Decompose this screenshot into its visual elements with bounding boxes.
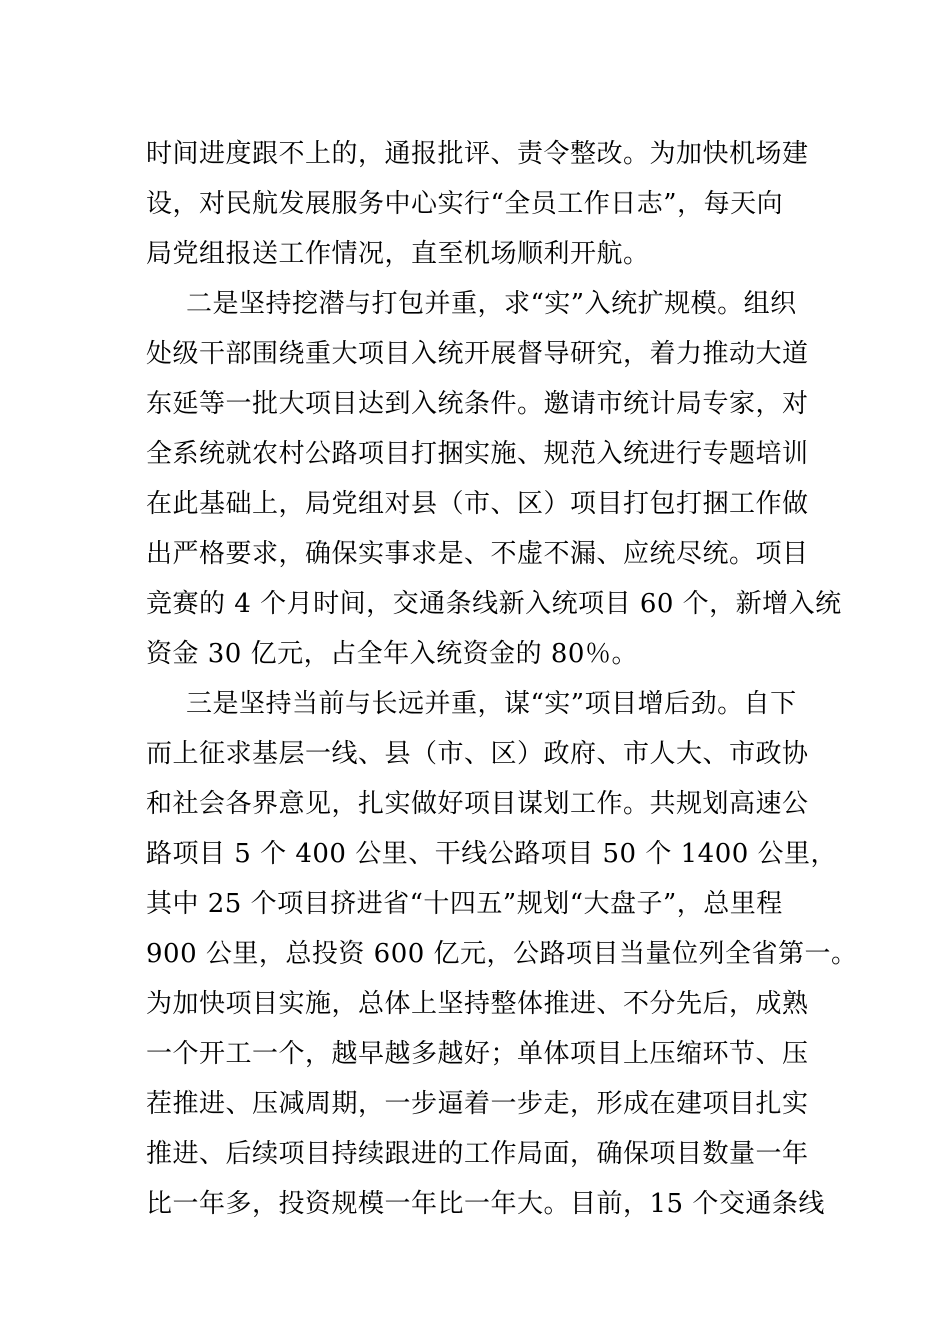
text-line: 出严格要求，确保实事求是、不虚不漏、应统尽统。项目 <box>146 539 809 569</box>
text-line: 处级干部围绕重大项目入统开展督导研究，着力推动大道 <box>146 339 809 369</box>
text-line: 推进、后续项目持续跟进的工作局面，确保项目数量一年 <box>146 1139 809 1169</box>
text-line: 而上征求基层一线、县（市、区）政府、市人大、市政协 <box>146 739 809 769</box>
text-line: 在此基础上，局党组对县（市、区）项目打包打捆工作做 <box>146 489 809 519</box>
text-line: 东延等一批大项目达到入统条件。邀请市统计局专家，对 <box>146 389 809 419</box>
text-line: 路项目 5 个 400 公里、干线公路项目 50 个 1400 公里， <box>146 839 838 869</box>
text-line: 设，对民航发展服务中心实行“全员工作日志”，每天向 <box>146 189 784 219</box>
paragraph-start-line: 三是坚持当前与长远并重，谋“实”项目增后劲。自下 <box>186 689 797 719</box>
text-line: 全系统就农村公路项目打捆实施、规范入统进行专题培训 <box>146 439 809 469</box>
text-line: 资金 30 亿元，占全年入统资金的 80％。 <box>146 639 638 669</box>
text-line: 局党组报送工作情况，直至机场顺利开航。 <box>146 239 650 269</box>
text-line: 其中 25 个项目挤进省“十四五”规划“大盘子”，总里程 <box>146 889 783 919</box>
text-line: 竞赛的 4 个月时间，交通条线新入统项目 60 个，新增入统 <box>146 589 842 619</box>
text-line: 为加快项目实施，总体上坚持整体推进、不分先后，成熟 <box>146 989 809 1019</box>
text-line: 一个开工一个，越早越多越好；单体项目上压缩环节、压 <box>146 1039 809 1069</box>
text-line: 茬推进、压减周期，一步逼着一步走，形成在建项目扎实 <box>146 1089 809 1119</box>
text-line: 时间进度跟不上的，通报批评、责令整改。为加快机场建 <box>146 139 809 169</box>
paragraph-start-line: 二是坚持挖潜与打包并重，求“实”入统扩规模。组织 <box>186 289 797 319</box>
text-line: 和社会各界意见，扎实做好项目谋划工作。共规划高速公 <box>146 789 809 819</box>
text-line: 比一年多，投资规模一年比一年大。目前，15 个交通条线 <box>146 1189 825 1219</box>
text-line: 900 公里，总投资 600 亿元，公路项目当量位列全省第一。 <box>146 939 858 969</box>
